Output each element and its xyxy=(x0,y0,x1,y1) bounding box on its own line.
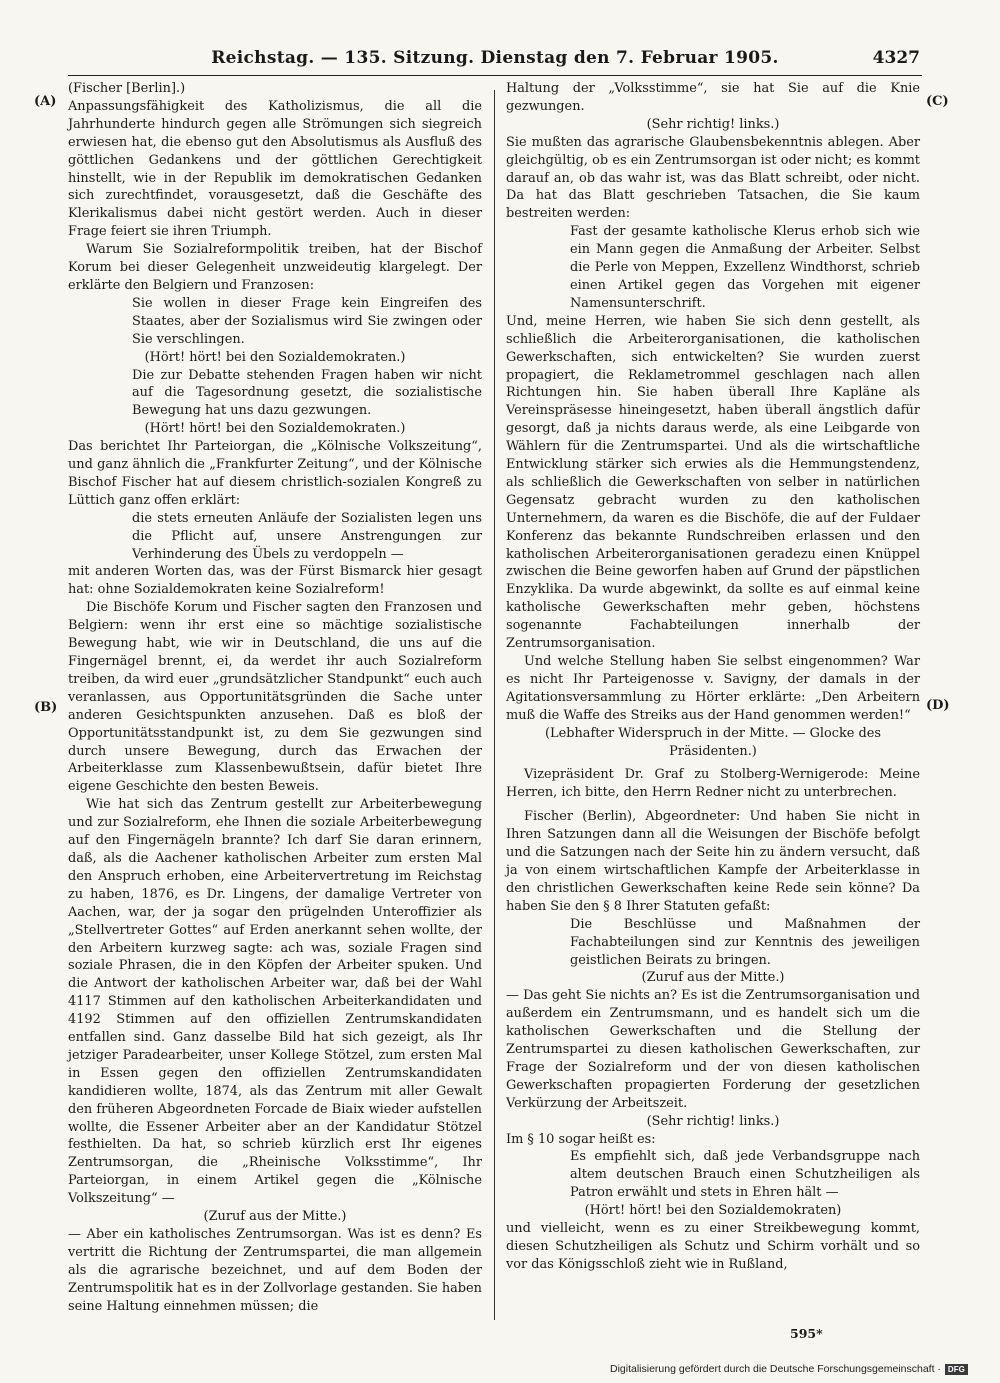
margin-marker-d: (D) xyxy=(926,698,950,713)
interjection: (Hört! hört! bei den Sozialdemokraten) xyxy=(584,1203,842,1219)
interjection: (Sehr richtig! links.) xyxy=(646,1113,780,1129)
interjection: (Sehr richtig! links.) xyxy=(646,116,780,132)
dfg-logo: DFG xyxy=(945,1364,968,1375)
speaker-paragraph: Fischer (Berlin), Abgeordneter: Und haben Sie nicht in Ihren Satzungen dann all die Weisungen der Bischöfe befolgt und die Satzungen nach der Seite hin zu ändern versucht, daß ja von einem wirtschaftlichen Kampfe der Arbeiterklasse in den christlichen Gewerkschaften keine Rede sein könne? Da haben Sie den § 8 Ihrer Statuten gefaßt: xyxy=(506,809,920,914)
paragraph: und vielleicht, wenn es zu einer Streikbewegung kommt, diesen Schutzheiligen als Schutz und Schirm vorhält und so vor das Königsschloß zieht wie in Rußland, xyxy=(506,1221,920,1272)
sheet-number: 595* xyxy=(790,1326,823,1341)
paragraph: Anpassungsfähigkeit des Katholizismus, die all die Jahrhunderte hindurch gegen alle Strömungen sich siegreich erwiesen hat, die ebenso gut den Absolutismus als Ausfluß des göttlichen Gedankens und der göttlichen Gerechtigkeit hinstellt, wie in der Republik im demokratischen Gedanken sich zurechtfindet, vorausgesetzt, daß die Geschäfte des Klerikalismus dabei nicht gestört werden. Auch in dieser Frage feiert sie ihren Triumph. xyxy=(68,98,482,240)
header-title: Reichstag. — 135. Sitzung. Dienstag den 7. Februar 1905. xyxy=(211,48,779,68)
left-column xyxy=(68,80,482,1316)
paragraph: Im § 10 sogar heißt es: xyxy=(506,1131,656,1147)
paragraph: Wie hat sich das Zentrum gestellt zur Arbeiterbewegung und zur Sozialreform, ehe Ihnen die soziale Arbeiterbewegung auf den Fingernägeln brannte? Ich darf Sie daran erinnern, daß, als die Aachener katholischen Arbeiter zum ersten Mal den Anspruch erhoben, eine Arbeitervertretung im Reichstag zu haben, 1876, es Dr. Lingens, der damalige Vertreter von Aachen, war, der ja sogar den prügelnden Unteroffizier als „Stellvertreter Gottes“ auf Erden anerkannt sehen wollte, der den Arbeitern kurzweg sagte: ach was, soziale Fragen sind soziale Phrasen, die in den Köpfen der Arbeiter spuken. Und die Antwort der katholischen Arbeiter war, daß bei der Wahl 4117 Stimmen auf den katholischen Arbeiterkandidaten und 4192 Stimmen auf den offiziellen Zentrumskandidaten entfallen sind. Ganz dasselbe Bild hat sich gezeigt, als Ihr jetziger Paradearbeiter, unser Kollege Stötzel, zum ersten Mal in Essen gegen den offiziellen Zentrumskandidaten kandidieren wollte, 1874, als das Zentrum mit aller Gewalt den früheren Abgeordneten Forcade de Biaix wieder aufstellen wollte, die Essener Arbeiter aber an der Kandidatur Stötzel festhielten. Da hat, so schrieb kürzlich erst Ihr eigenes Zentrumsorgan, die „Rheinische Volksstimme“, Ihr Parteiorgan, in einem Artikel gegen die „Kölnische Volkszeitung“ — xyxy=(68,797,482,1207)
quotation: Die zur Debatte stehenden Fragen haben wir nicht auf die Tagesordnung gesetzt, die sozialistische Bewegung hat uns dazu gezwungen. xyxy=(132,367,482,419)
paragraph: — Das geht Sie nichts an? Es ist die Zentrumsorganisation und außerdem ein Zentrumsmann, und es handelt sich um die katholischen Gewerkschaften und die Stellung der Zentrumspartei zu diesen katholischen Gewerkschaften, zur Frage der Sozialreform und der von diesen katholischen Gewerkschaften propagierten Forderung der gesetzlichen Verkürzung der Arbeitszeit. xyxy=(506,988,920,1111)
interjection: (Zuruf aus der Mitte.) xyxy=(203,1209,347,1225)
interjection: (Hört! hört! bei den Sozialdemokraten.) xyxy=(144,349,406,365)
margin-marker-b: (B) xyxy=(34,700,58,715)
interjection: (Hört! hört! bei den Sozialdemokraten.) xyxy=(144,421,406,437)
paragraph: mit anderen Worten das, was der Fürst Bismarck hier gesagt hat: ohne Sozialdemokraten keine Sozialreform! xyxy=(68,564,482,598)
interjection: (Lebhafter Widerspruch in der Mitte. — Glocke des Präsidenten.) xyxy=(544,725,882,759)
interjection: (Zuruf aus der Mitte.) xyxy=(641,970,785,986)
footer-credit xyxy=(610,1363,968,1375)
paragraph: Und, meine Herren, wie haben Sie sich denn gestellt, als schließlich die Arbeiterorganisationen, die katholischen Gewerkschaften, sich entwickelten? Sie wurden zuerst propagiert, die Reklametrommel geschlagen nach allen Richtungen hin. Sie haben überall Ihre Kapläne als Vereinspräsesse hineingesetzt, haben überall ängstlich dafür gesorgt, daß ja nichts daraus werde, als eine Leibgarde von Wählern für die Zentrumspartei. Und als die wirtschaftliche Entwicklung stärker sich erwies als die Hemmungstendenz, als schließlich die Gewerkschaften von selber in natürlichen Gegensatz gebracht wurden zu den katholischen Unternehmern, da waren es die Bischöfe, die auf der Fuldaer Konferenz das bekannte Rundschreiben erlassen und den katholischen Arbeiterorganisationen geradezu einen Knüppel zwischen die Beine geworfen haben auf Grund der päpstlichen Enzyklika. Da wurde abgewinkt, da sollte es auf einmal keine katholische Gewerkschaften mehr geben, höchstens sogenannte Fachabteilungen innerhalb der Zentrumsorganisation. xyxy=(506,313,920,652)
paragraph: Haltung der „Volksstimme“, sie hat Sie auf die Knie gezwungen. xyxy=(506,81,920,114)
quotation: Sie wollen in dieser Frage kein Eingreifen des Staates, aber der Sozialismus wird Sie zwingen oder Sie verschlingen. xyxy=(132,295,482,347)
president-remark: Vizepräsident Dr. Graf zu Stolberg-Wernigerode: Meine Herren, ich bitte, den Herrn Redner nicht zu unterbrechen. xyxy=(506,767,920,801)
quotation: Es empfiehlt sich, daß jede Verbandsgruppe nach altem deutschen Brauch einen Schutzheiligen als Patron erwählt und stets in Ehren hält — xyxy=(570,1149,920,1201)
header-rule xyxy=(68,75,922,76)
quotation: die stets erneuten Anläufe der Sozialisten legen uns die Pflicht auf, unsere Anstrengungen zur Verhinderung des Übels zu verdoppeln — xyxy=(132,510,482,562)
speaker-note: (Fischer [Berlin].) xyxy=(68,81,186,96)
quotation: Fast der gesamte katholische Klerus erhob sich wie ein Mann gegen die Anmaßung der Arbeiter. Selbst die Perle von Meppen, Exzellenz Windthorst, schrieb einen Artikel gegen das Vorgehen mit eigener Namensunterschrift. xyxy=(570,224,920,311)
column-separator xyxy=(494,90,495,1320)
page-header xyxy=(70,48,920,74)
paragraph: Und welche Stellung haben Sie selbst eingenommen? War es nicht Ihr Parteigenosse v. Savigny, der damals in der Agitationsversammlung zu Hörter erklärte: „Den Arbeitern muß die Waffe des Streiks aus der Hand genommen werden!“ xyxy=(506,654,920,723)
margin-marker-c: (C) xyxy=(926,94,949,109)
paragraph: — Aber ein katholisches Zentrumsorgan. Was ist es denn? Es vertritt die Richtung der Zentrumspartei, die man allgemein als die agrarische bezeichnet, und auf dem Boden der Zentrumspolitik hat es in der Zollvorlage gestanden. Sie haben seine Haltung einnehmen müssen; die xyxy=(68,1227,482,1314)
paragraph: Sie mußten das agrarische Glaubensbekenntnis ablegen. Aber gleichgültig, ob es ein Zentrumsorgan ist oder nicht; es kommt darauf an, ob das wahr ist, was das Blatt schreibt, oder nicht. Da hat das Blatt geschrieben Tatsachen, die Sie kaum bestreiten werden: xyxy=(506,134,920,222)
paragraph: Die Bischöfe Korum und Fischer sagten den Franzosen und Belgiern: wenn ihr erst eine so mächtige sozialistische Bewegung habt, wie wir in Deutschland, die uns auf die Fingernägel brennt, ei, da werdet ihr auch Sozialreform treiben, da wird euer „grundsätzlicher Standpunkt“ euch auch veranlassen, aus Opportunitätsgründen die Sache unter anderen Gesichtspunkten anzusehen. Daß es bloß der Opportunitätsstandpunkt ist, zu dem Sie gezwungen sind durch unsere Bewegung, durch das Erwachen der Arbeiterklasse zum Klassenbewußtsein, dafür bietet Ihre eigene Geschichte den besten Beweis. xyxy=(68,600,482,795)
right-column xyxy=(506,80,920,1274)
paragraph: Das berichtet Ihr Parteiorgan, die „Kölnische Volkszeitung“, und ganz ähnlich die „Frankfurter Zeitung“, und der Kölnische Bischof Fischer hat auf diesem christlich-sozialen Kongreß zu Lüttich ganz offen erklärt: xyxy=(68,439,482,508)
page-number: 4327 xyxy=(872,48,920,68)
quotation: Die Beschlüsse und Maßnahmen der Fachabteilungen sind zur Kenntnis des jeweiligen geistlichen Beirats zu bringen. xyxy=(570,916,920,968)
margin-marker-a: (A) xyxy=(34,94,57,109)
credit-text: Digitalisierung gefördert durch die Deutsche Forschungsgemeinschaft · xyxy=(610,1363,941,1375)
paragraph: Warum Sie Sozialreformpolitik treiben, hat der Bischof Korum bei dieser Gelegenheit unzweideutig klargelegt. Der erklärte den Belgiern und Franzosen: xyxy=(68,242,482,293)
